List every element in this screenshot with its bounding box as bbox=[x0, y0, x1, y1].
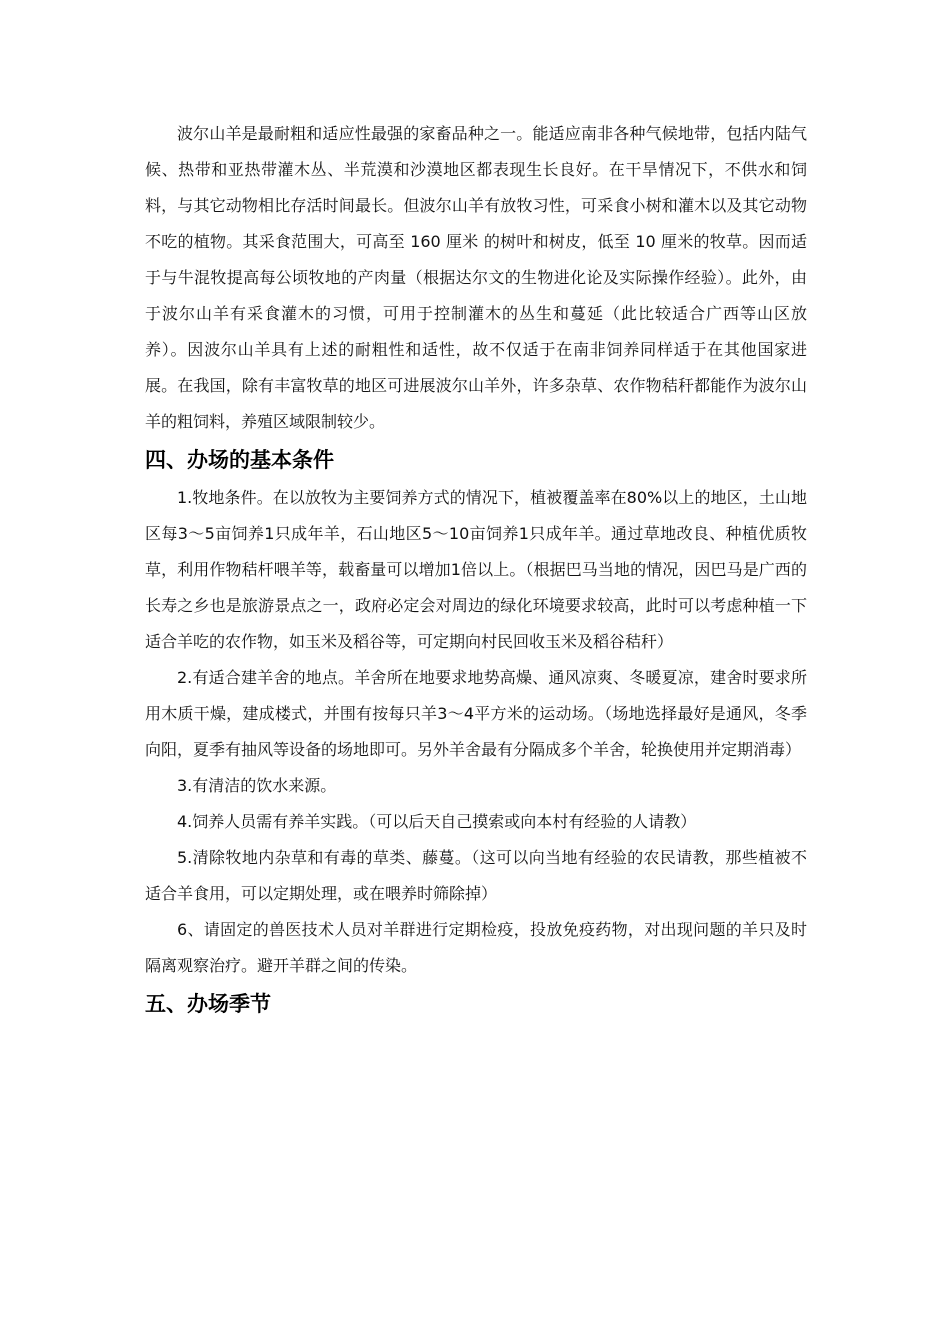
list-item-3: 3.有清洁的饮水来源。 bbox=[177, 776, 337, 795]
list-item-5: 5.清除牧地内杂草和有毒的草类、藤蔓。（这可以向当地有经验的农民请教，那些植被不适合羊食用，可以定期处理，或在喂养时筛除掉） bbox=[145, 848, 807, 903]
document-body bbox=[145, 116, 807, 1024]
section-heading-4: 四、办场的基本条件 bbox=[145, 448, 334, 472]
section-heading-5: 五、办场季节 bbox=[145, 992, 271, 1016]
list-item-2: 2.有适合建羊舍的地点。羊舍所在地要求地势高燥、通风凉爽、冬暖夏凉，建舍时要求所用木质干燥，建成楼式，并围有按每只羊3～4平方米的运动场。（场地选择最好是通风，冬季向阳，夏季有抽风等设备的场地即可。另外羊舍最有分隔成多个羊舍，轮换使用并定期消毒） bbox=[145, 668, 807, 759]
paragraph-intro: 波尔山羊是最耐粗和适应性最强的家畜品种之一。能适应南非各种气候地带，包括内陆气候、热带和亚热带灌木丛、半荒漠和沙漠地区都表现生长良好。在干旱情况下，不供水和饲料，与其它动物相比存活时间最长。但波尔山羊有放牧习性，可采食小树和灌木以及其它动物不吃的植物。其采食范围大，可高至 160 厘米 的树叶和树皮，低至 10 厘米的牧草。因而适于与牛混牧提高每公顷牧地的产肉量（根据达尔文的生物进化论及实际操作经验）。此外，由于波尔山羊有采食灌木的习惯，可用于控制灌木的丛生和蔓延（此比较适合广西等山区放养）。因波尔山羊具有上述的耐粗性和适性，故不仅适于在南非饲养同样适于在其他国家进展。在我国，除有丰富牧草的地区可进展波尔山羊外，许多杂草、农作物秸秆都能作为波尔山羊的粗饲料，养殖区域限制较少。 bbox=[145, 124, 807, 431]
list-item-6: 6、请固定的兽医技术人员对羊群进行定期检疫，投放免疫药物，对出现问题的羊只及时隔离观察治疗。避开羊群之间的传染。 bbox=[145, 920, 807, 975]
list-item-4: 4.饲养人员需有养羊实践。（可以后天自己摸索或向本村有经验的人请教） bbox=[177, 812, 697, 831]
list-item-1: 1.牧地条件。在以放牧为主要饲养方式的情况下，植被覆盖率在80%以上的地区，土山地区每3～5亩饲养1只成年羊，石山地区5～10亩饲养1只成年羊。通过草地改良、种植优质牧草，利用作物秸杆喂羊等，载畜量可以增加1倍以上。（根据巴马当地的情况，因巴马是广西的长寿之乡也是旅游景点之一，政府必定会对周边的绿化环境要求较高，此时可以考虑种植一下适合羊吃的农作物，如玉米及稻谷等，可定期向村民回收玉米及稻谷秸秆） bbox=[145, 488, 807, 651]
